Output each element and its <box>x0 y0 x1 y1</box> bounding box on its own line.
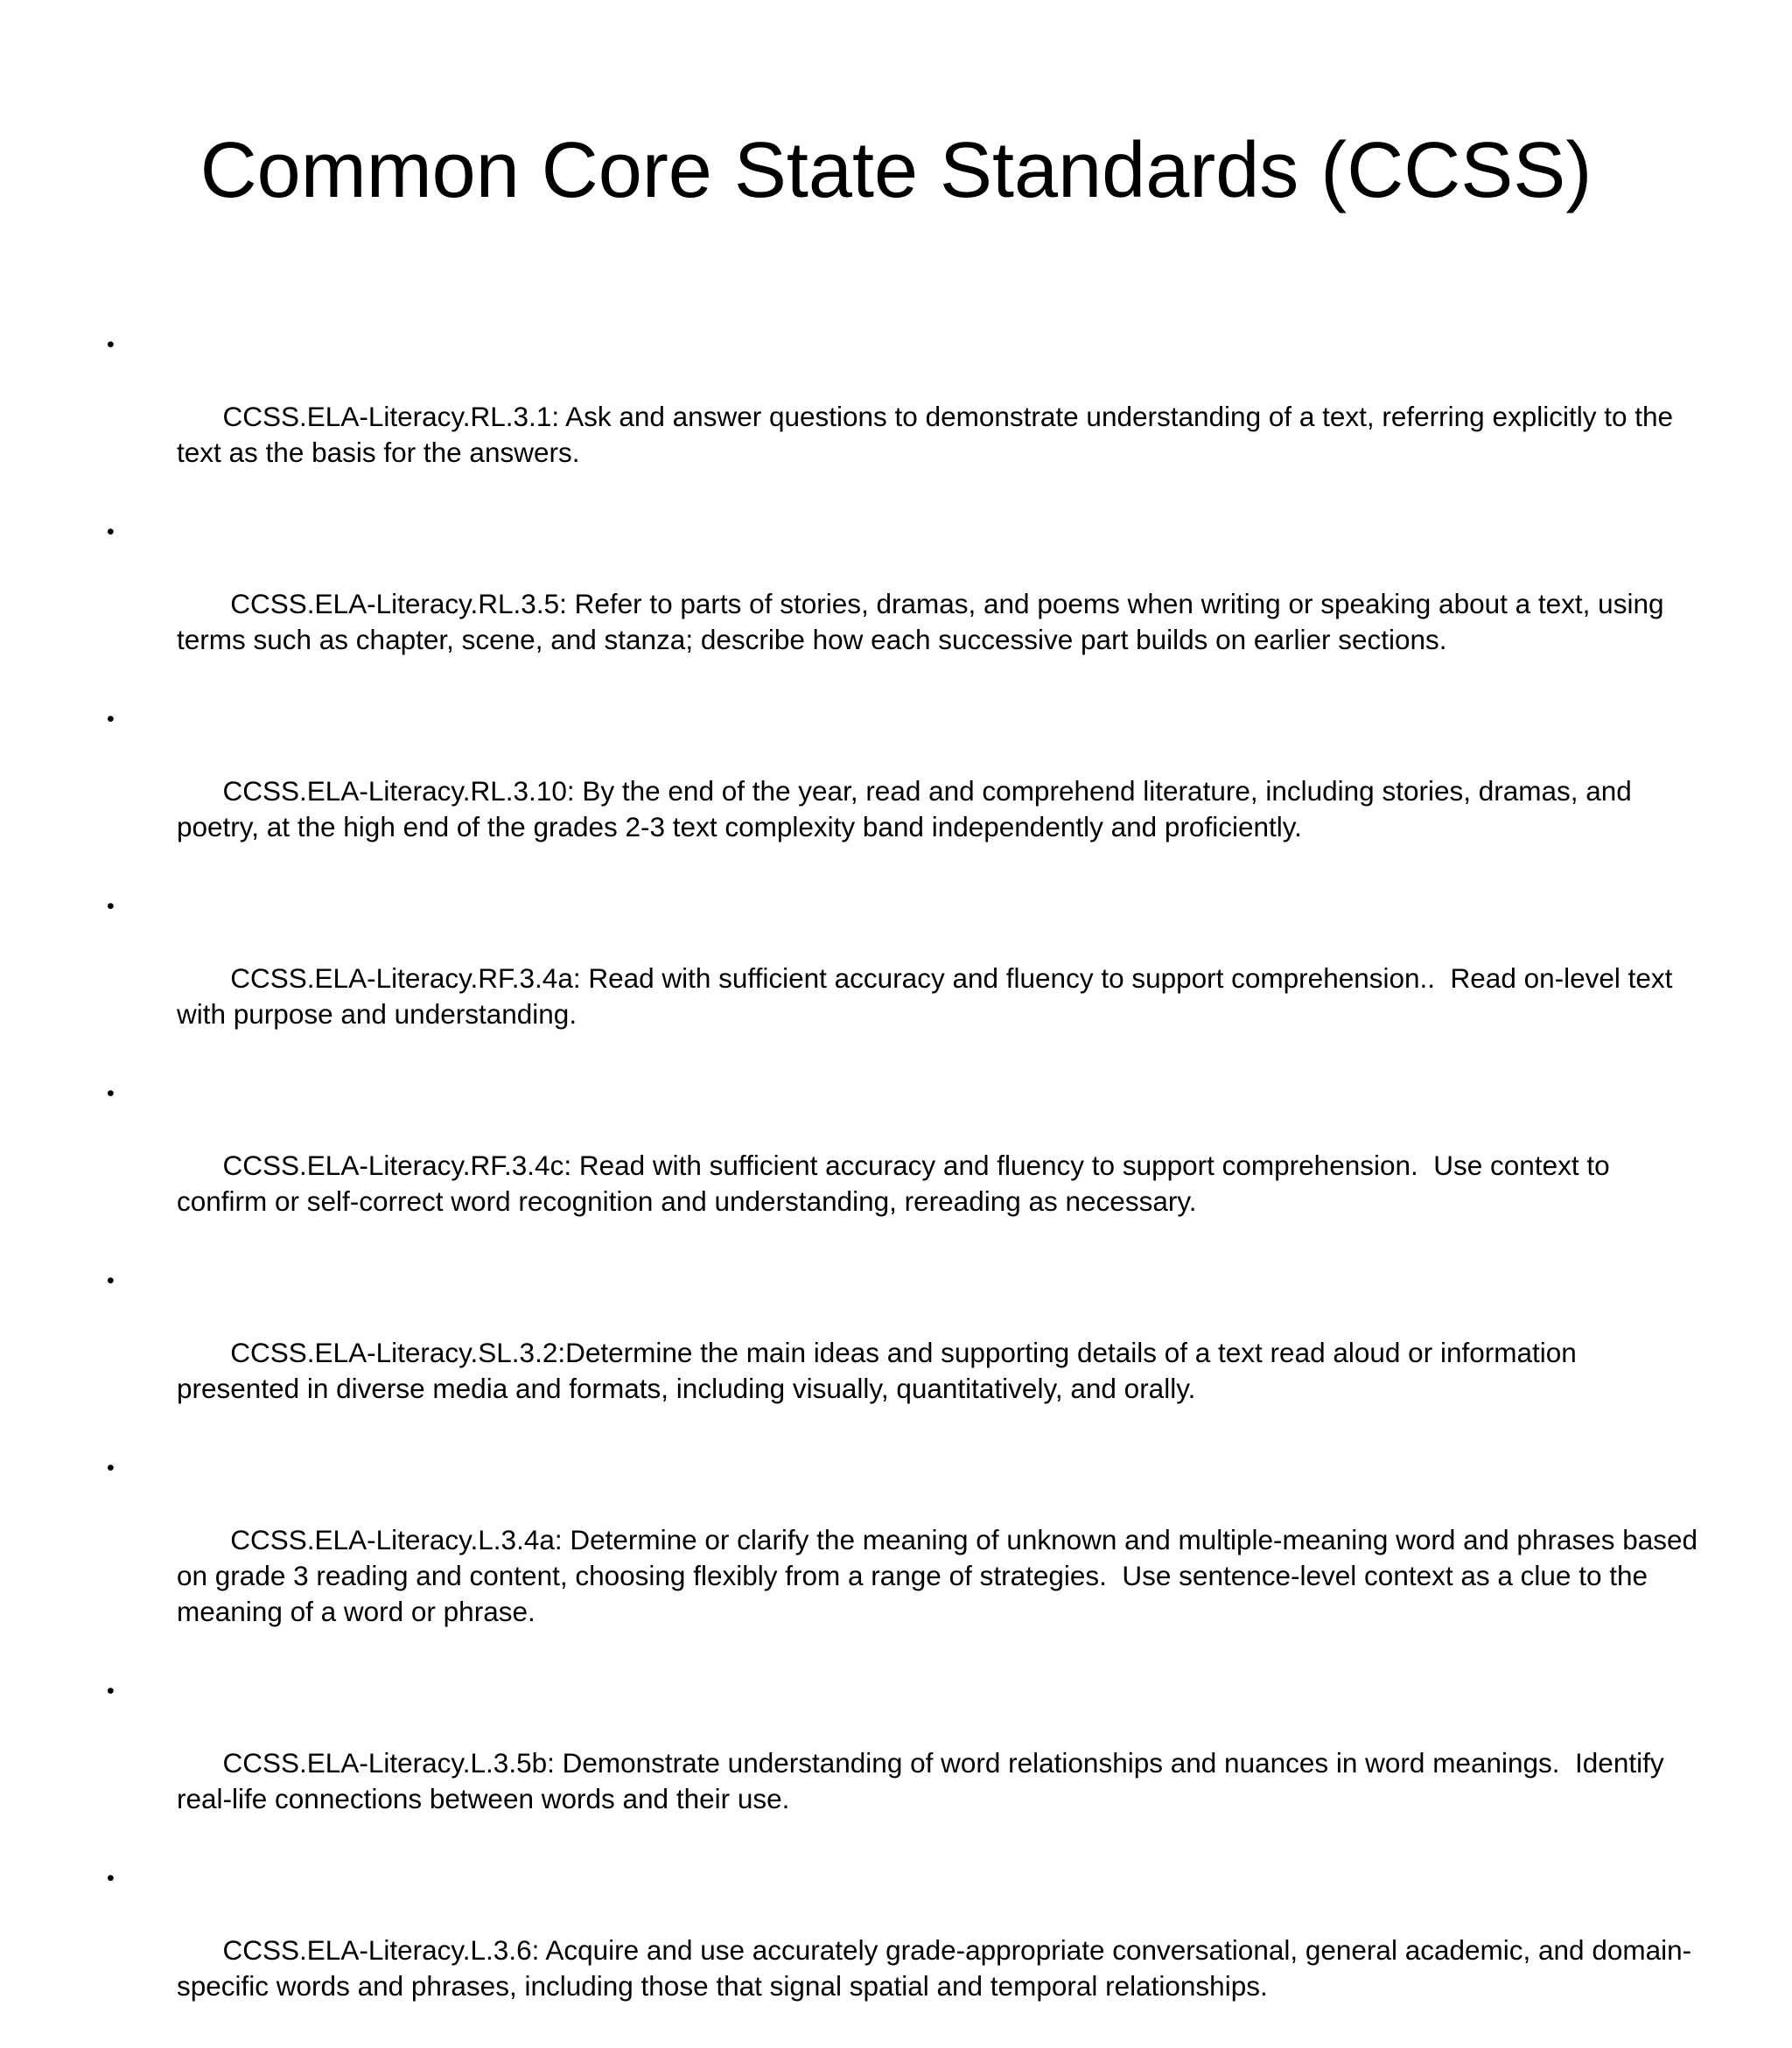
slide-title: Common Core State Standards (CCSS) <box>200 127 1592 214</box>
bullet-icon: • <box>107 1866 115 1891</box>
bullet-icon: • <box>107 707 115 731</box>
bullet-icon: • <box>107 1269 115 1293</box>
list-item <box>107 1263 1699 1443</box>
list-item-text: CCSS.ELA-Literacy.L.3.5b: Demonstrate understanding of word relationships and nuances in word meanings. Identify real-life connections between words and their use. <box>177 1747 1672 1814</box>
bullet-icon: • <box>107 1081 115 1106</box>
bullet-icon: • <box>107 1679 115 1703</box>
list-item-text: CCSS.ELA-Literacy.RL.3.10: By the end of the year, read and comprehend literature, including stories, dramas, and poetry, at the high end of the grades 2-3 text complexity band independently and proficiently. <box>177 775 1640 842</box>
list-item-text: CCSS.ELA-Literacy.L.3.6: Acquire and use accurately grade-appropriate conversational, general academic, and domain-specific words and phrases, including those that signal spatial and temporal relationships. <box>177 1934 1692 2002</box>
bullet-icon: • <box>107 1456 115 1480</box>
list-item <box>107 1076 1699 1255</box>
list-item <box>107 702 1699 881</box>
list-item-text: CCSS.ELA-Literacy.RF.3.4c: Read with sufficient accuracy and fluency to support comprehension. Use context to confirm or self-correct word recognition and understanding, rereading as necessary. <box>177 1150 1618 1217</box>
list-item-text: CCSS.ELA-Literacy.L.3.4a: Determine or clarify the meaning of unknown and multiple-meaning word and phrases based on grade 3 reading and content, choosing flexibly from a range of strategies. Use sentence-level context as a clue to the meaning of a word or phrase. <box>177 1524 1705 1627</box>
list-item <box>107 1450 1705 1666</box>
list-item-text: CCSS.ELA-Literacy.SL.3.2:Determine the main ideas and supporting details of a text read aloud or information presented in diverse media and formats, including visually, quantitatively, and orally. <box>177 1337 1585 1404</box>
list-item <box>107 889 1699 1068</box>
list-item-text: CCSS.ELA-Literacy.RF.3.4a: Read with sufficient accuracy and fluency to support comprehension.. Read on-level text with purpose and understanding. <box>177 962 1681 1030</box>
list-item-text: CCSS.ELA-Literacy.RL.3.1: Ask and answer questions to demonstrate understanding of a text, referring explicitly to the text as the basis for the answers. <box>177 401 1681 468</box>
list-item <box>107 1861 1699 2040</box>
list-item-text: CCSS.ELA-Literacy.RL.3.5: Refer to parts of stories, dramas, and poems when writing or speaking about a text, using terms such as chapter, scene, and stanza; describe how each successive part builds on earlier sections. <box>177 588 1672 655</box>
list-item <box>107 514 1699 694</box>
bullet-icon: • <box>107 894 115 919</box>
bullet-icon: • <box>107 520 115 544</box>
bullet-icon: • <box>107 332 115 357</box>
list-item <box>107 1674 1699 1853</box>
standards-list <box>107 327 1705 2048</box>
list-item <box>107 327 1699 507</box>
